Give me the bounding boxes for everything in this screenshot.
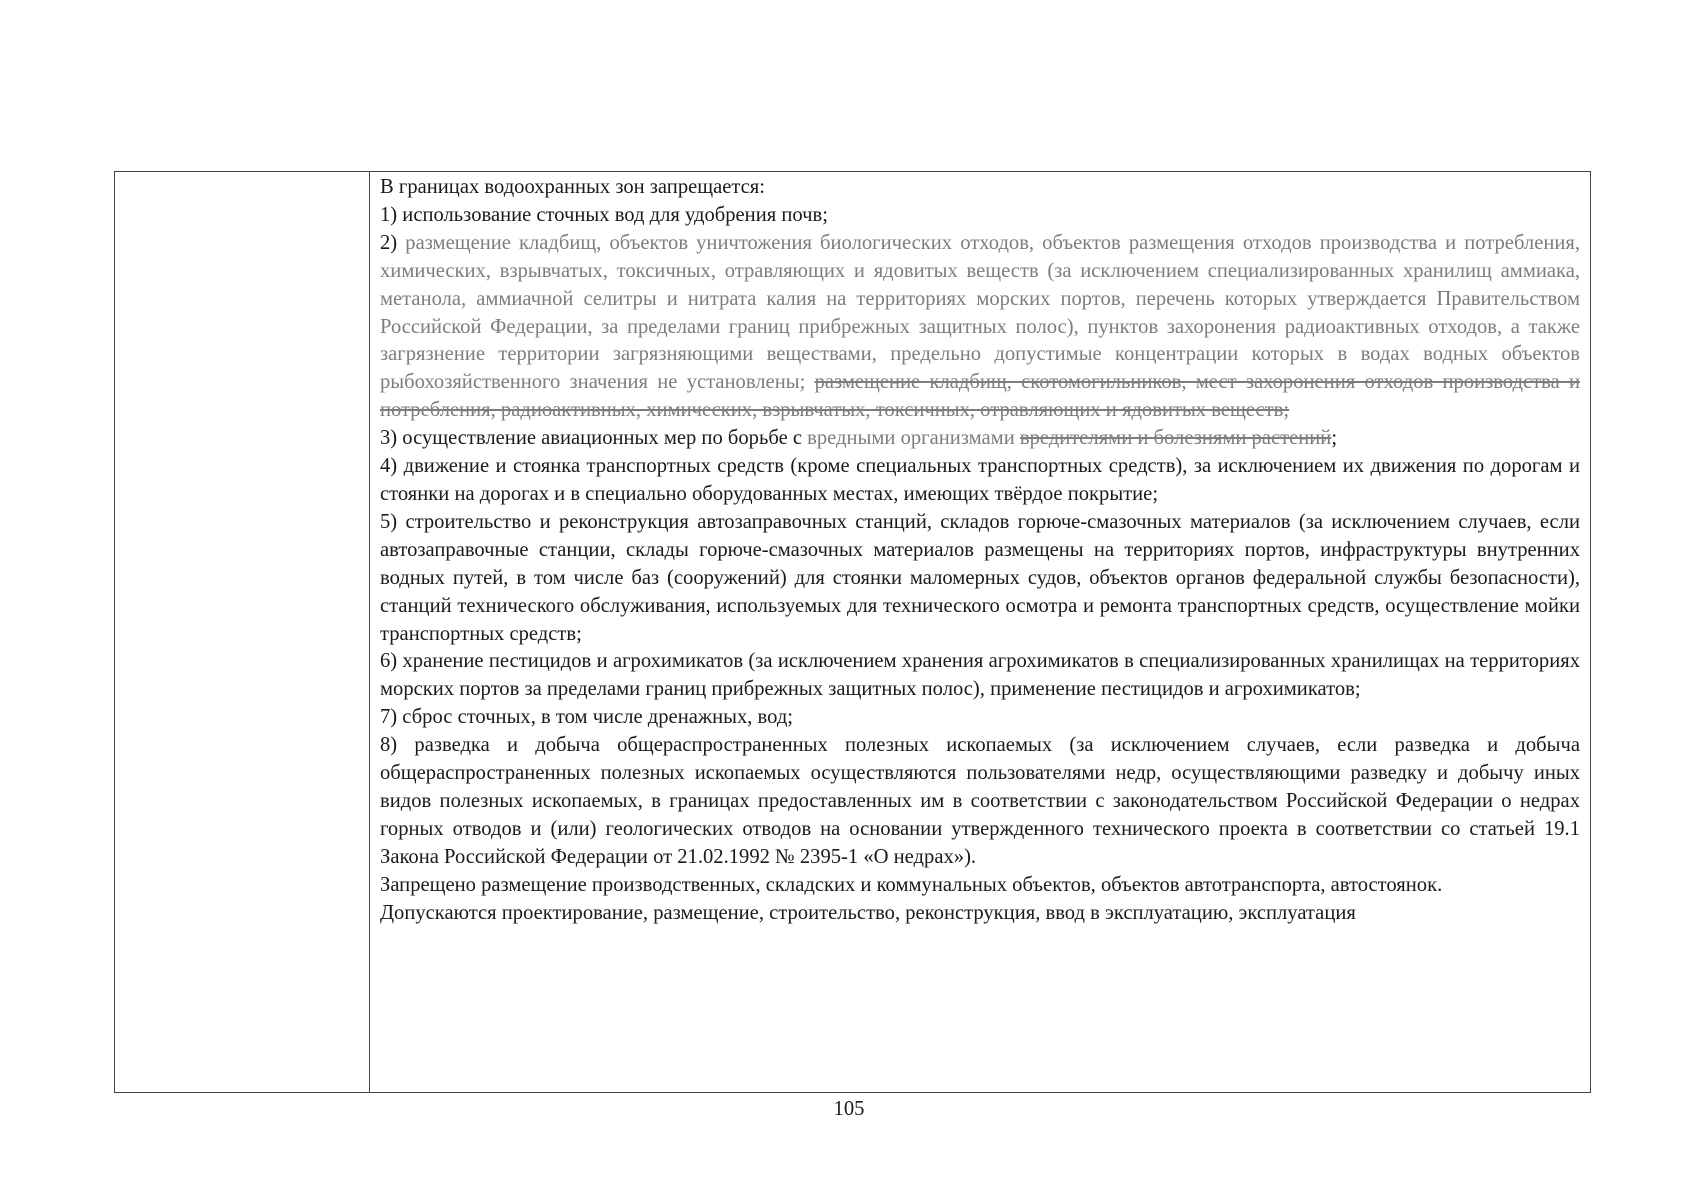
paragraph-item-2 <box>380 230 1580 425</box>
deleted-text-run: вредителями и болезнями растений <box>1019 427 1332 450</box>
text-run: Допускаются проектирование, размещение, строительство, реконструкция, ввод в эксплуатацию, эксплуатация <box>380 901 1356 924</box>
paragraph-item-3 <box>380 425 1580 453</box>
table-right-cell <box>370 172 1590 1092</box>
paragraph-item-5 <box>380 509 1580 649</box>
paragraph-item-8 <box>380 732 1580 872</box>
revised-text-run: размещение кладбищ, объектов уничтожения биологических отходов, объектов размещения отходов производства и потребления, химических, взрывчатых, токсичных, отравляющих и ядовитых веществ (за исключением специализированных хранилищ аммиака, метанола, аммиачной селитры и нитрата калия на территориях морских портов, перечень которых утверждается Правительством Российской Федерации, за пределами границ прибрежных защитных полос), пунктов захоронения радиоактивных отходов, а также загрязнение территории загрязняющими веществами, предельно допустимые концентрации которых в водах водных объектов рыбохозяйственного значения не установлены; <box>380 231 1580 394</box>
revised-text-run: вредными организмами <box>807 427 1020 450</box>
text-run: 7) сброс сточных, в том числе дренажных, вод; <box>380 706 794 729</box>
paragraph-allowed <box>380 900 1580 928</box>
paragraph-item-4 <box>380 453 1580 509</box>
text-run: Запрещено размещение производственных, складских и коммунальных объектов, объектов автотранспорта, автостоянок. <box>380 873 1443 896</box>
paragraph-item-1 <box>380 202 1580 230</box>
page-number: 105 <box>833 1098 865 1120</box>
deleted-text-run: размещение кладбищ, скотомогильников, мест захоронения отходов производства и потребления, радиоактивных, химических, взрывчатых, токсичных, отравляющих и ядовитых веществ; <box>380 371 1580 422</box>
text-run: 4) движение и стоянка транспортных средств (кроме специальных транспортных средств), за исключением их движения по дорогам и стоянки на дорогах и в специально оборудованных местах, имеющих твёрдое покрытие; <box>380 455 1580 505</box>
text-run: 8) разведка и добыча общераспространенных полезных ископаемых (за исключением случаев, если разведка и добыча общераспространенных полезных ископаемых осуществляются пользователями недр, осуществляющими разведку и добычу иных видов полезных ископаемых, в границах предоставленных им в соответствии с законодательством Российской Федерации о недрах горных отводов и (или) геологических отводов на основании утвержденного технического проекта в соответствии со статьей 19.1 Закона Российской Федерации от 21.02.1992 № 2395-1 «О недрах»). <box>380 734 1580 868</box>
text-run: 1) использование сточных вод для удобрения почв; <box>380 203 828 226</box>
text-run: В границах водоохранных зон запрещается: <box>380 176 765 198</box>
text-run: 3) осуществление авиационных мер по борьбе с <box>380 427 808 450</box>
paragraph-intro <box>380 174 1580 202</box>
text-run: 5) строительство и реконструкция автозаправочных станций, складов горюче-смазочных материалов (за исключением случаев, если автозаправочные станции, склады горюче-смазочных материалов размещены на территориях портов, инфраструктуры внутренних водных путей, в том числе баз (сооружений) для стоянки маломерных судов, объектов органов федеральной службы безопасности), станций технического обслуживания, используемых для технического осмотра и ремонта транспортных средств, осуществление мойки транспортных средств; <box>380 510 1580 645</box>
table-left-cell <box>115 172 370 1092</box>
paragraph-item-7 <box>380 704 1580 732</box>
text-run: 6) хранение пестицидов и агрохимикатов (за исключением хранения агрохимикатов в специализированных хранилищах на территориях морских портов за пределами границ прибрежных защитных полос), применение пестицидов и агрохимикатов; <box>380 650 1580 701</box>
document-table <box>114 171 1591 1093</box>
text-run: 2) <box>380 231 406 254</box>
paragraph-item-6 <box>380 648 1580 704</box>
text-run: ; <box>1331 427 1338 450</box>
paragraph-prohibition <box>380 872 1580 900</box>
